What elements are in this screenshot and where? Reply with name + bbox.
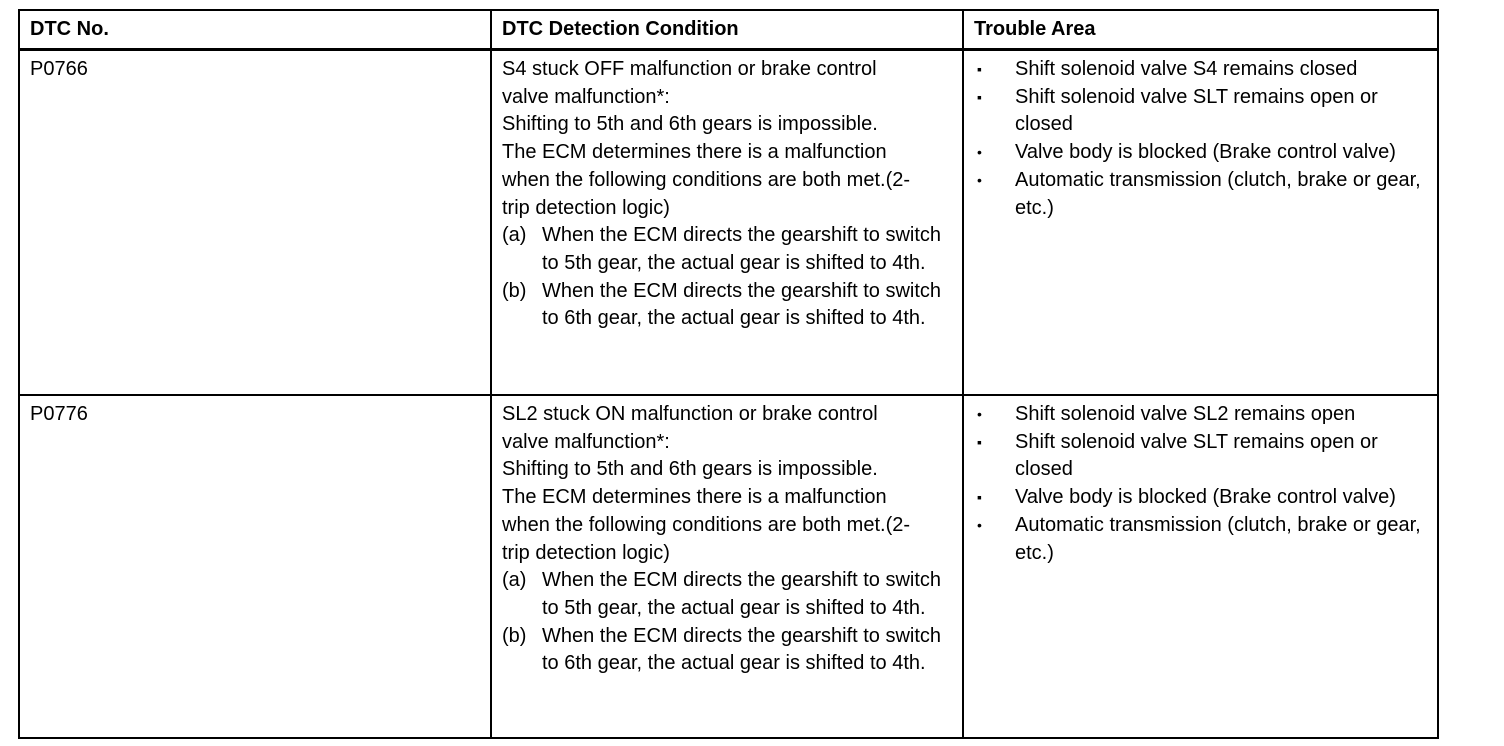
list-item — [974, 56, 1431, 84]
sub-condition-text: When the ECM directs the gearshift to switch to 6th gear, the actual gear is shifted to 4th. — [542, 279, 942, 330]
sub-condition-marker: (a) — [502, 224, 527, 247]
table-row — [19, 50, 1438, 396]
sub-condition-text: When the ECM directs the gearshift to switch to 6th gear, the actual gear is shifted to 4th. — [542, 624, 942, 675]
sub-condition-text: When the ECM directs the gearshift to switch to 5th gear, the actual gear is shifted to 4th. — [542, 569, 942, 619]
trouble-area-cell — [963, 50, 1438, 396]
trouble-area-cell — [963, 395, 1438, 738]
sub-condition — [502, 222, 956, 277]
list-item — [974, 429, 1431, 484]
condition-line: when the following conditions are both met.(2- — [502, 513, 911, 536]
list-item — [974, 484, 1431, 512]
list-item — [974, 401, 1431, 429]
condition-line: trip detection logic) — [502, 196, 670, 219]
condition-line: when the following conditions are both met.(2- — [502, 168, 911, 191]
bullet-icon: ▪ — [977, 433, 982, 450]
bullet-icon: ▪ — [977, 489, 982, 506]
detection-condition-cell — [491, 395, 963, 738]
sub-condition-text: When the ECM directs the gearshift to switch to 5th gear, the actual gear is shifted to 4th. — [542, 224, 942, 274]
sub-condition-marker: (b) — [502, 279, 527, 302]
trouble-area-list — [974, 401, 1431, 567]
header-detection-condition: DTC Detection Condition — [491, 10, 963, 50]
trouble-area-list — [974, 56, 1431, 222]
bullet-icon: • — [977, 144, 982, 161]
list-item — [974, 139, 1431, 167]
dtc-code-cell: P0776 — [19, 395, 491, 738]
trouble-area-text: Shift solenoid valve SL2 remains open — [1015, 403, 1356, 425]
bullet-icon: • — [977, 406, 982, 422]
bullet-icon: • — [977, 171, 982, 188]
header-row — [19, 10, 1438, 50]
header-trouble-area: Trouble Area — [963, 10, 1438, 50]
sub-condition — [502, 278, 956, 333]
list-item — [974, 84, 1431, 139]
trouble-area-text: Valve body is blocked (Brake control valve) — [1015, 141, 1396, 164]
condition-line: S4 stuck OFF malfunction or brake control — [502, 58, 877, 80]
sub-condition — [502, 623, 956, 678]
bullet-icon: ▪ — [977, 88, 982, 105]
header-dtc-no: DTC No. — [19, 10, 491, 50]
detection-condition-cell — [491, 50, 963, 396]
condition-line: valve malfunction*: — [502, 85, 670, 108]
trouble-area-text: Shift solenoid valve S4 remains closed — [1015, 58, 1358, 80]
trouble-area-text: Automatic transmission (clutch, brake or gear, etc.) — [1015, 513, 1421, 564]
dtc-table — [18, 9, 1439, 739]
table-row — [19, 395, 1438, 738]
dtc-code-cell: P0766 — [19, 50, 491, 396]
condition-line: Shifting to 5th and 6th gears is impossible. — [502, 458, 878, 481]
trouble-area-text: Shift solenoid valve SLT remains open or closed — [1015, 430, 1378, 481]
condition-line: valve malfunction*: — [502, 430, 670, 453]
list-item — [974, 512, 1431, 567]
trouble-area-text: Shift solenoid valve SLT remains open or closed — [1015, 85, 1378, 136]
list-item — [974, 167, 1431, 222]
sub-condition — [502, 567, 956, 622]
trouble-area-text: Valve body is blocked (Brake control valve) — [1015, 486, 1396, 509]
trouble-area-text: Automatic transmission (clutch, brake or gear, etc.) — [1015, 168, 1421, 219]
condition-line: The ECM determines there is a malfunction — [502, 486, 887, 509]
condition-line: trip detection logic) — [502, 541, 670, 564]
sub-condition-marker: (a) — [502, 569, 527, 592]
bullet-icon: ▪ — [977, 61, 982, 77]
sub-condition-marker: (b) — [502, 624, 527, 647]
condition-line: SL2 stuck ON malfunction or brake control — [502, 403, 878, 425]
condition-line: Shifting to 5th and 6th gears is impossible. — [502, 113, 878, 136]
condition-line: The ECM determines there is a malfunction — [502, 141, 887, 164]
bullet-icon: • — [977, 516, 982, 533]
